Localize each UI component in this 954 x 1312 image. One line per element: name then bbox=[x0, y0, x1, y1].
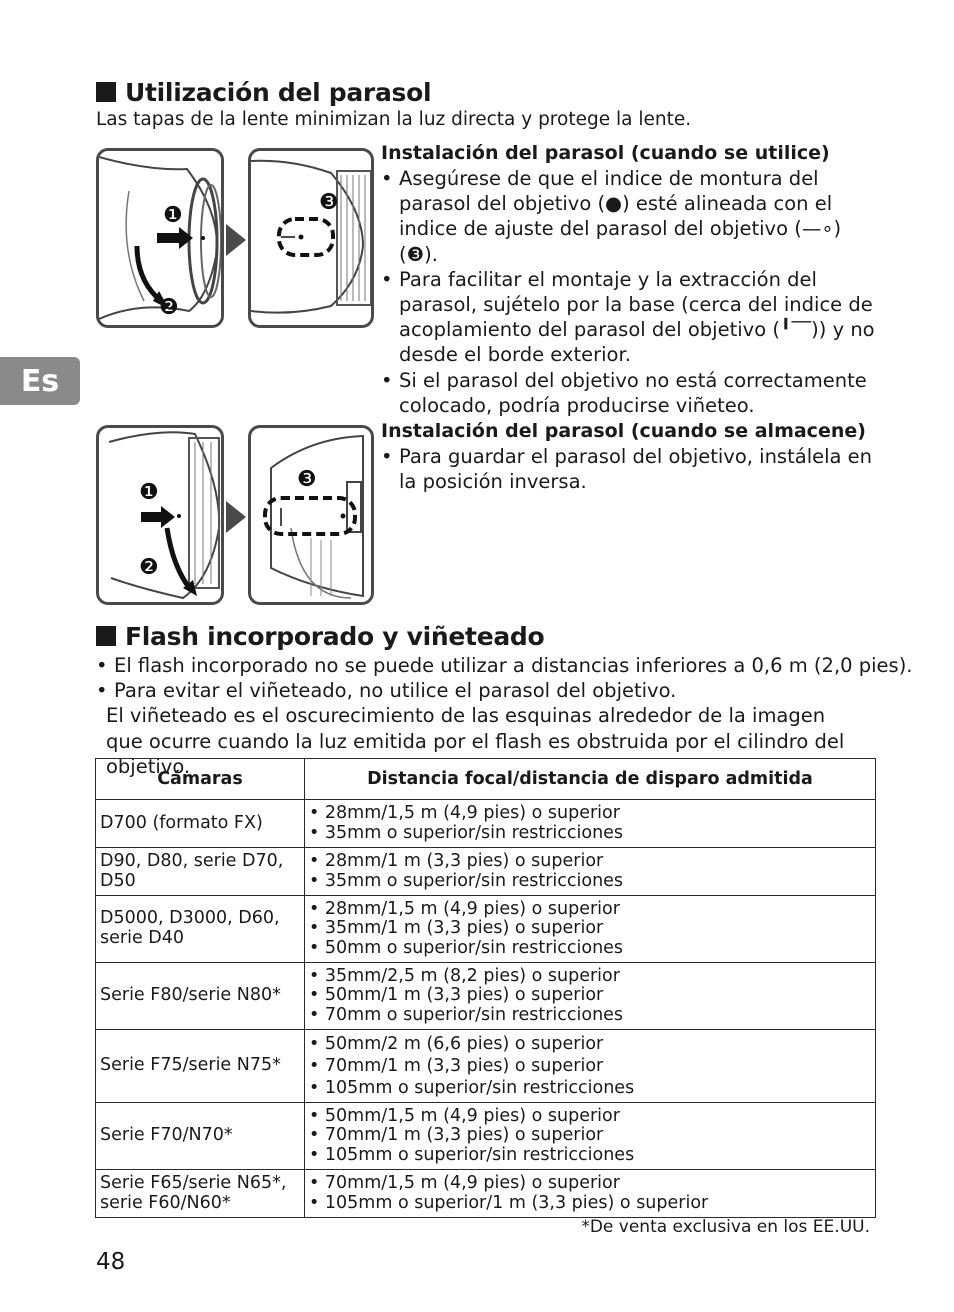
camera-cell: D90, D80, serie D70, D50 bbox=[96, 848, 305, 896]
step-3-label: ❸ bbox=[297, 467, 317, 492]
install-use-item: • Si el parasol del objetivo no está correctamente colocado, podría producirse viñeteo. bbox=[381, 368, 876, 418]
install-store-heading: Instalación del parasol (cuando se almacene) bbox=[381, 420, 866, 442]
camera-cell: D5000, D3000, D60, serie D40 bbox=[96, 896, 305, 963]
distance-cell bbox=[305, 1103, 876, 1170]
flash-note-item: • Para evitar el viñeteado, no utilice el parasol del objetivo. bbox=[96, 678, 886, 703]
hood-attach-drawing-2 bbox=[251, 151, 371, 325]
install-use-item: • Asegúrese de que el indice de montura del parasol del objetivo (●) esté alineada con el indice de ajuste del parasol del objetivo (—∘) (❸). bbox=[381, 166, 876, 267]
section-title-flash bbox=[96, 622, 544, 651]
distance-item: • 50mm/2 m (6,6 pies) o superior bbox=[309, 1034, 604, 1054]
install-store-item: • Para guardar el parasol del objetivo, instálela en la posición inversa. bbox=[381, 444, 876, 494]
step-1-label: ❶ bbox=[163, 203, 183, 228]
distance-item: • 70mm/1,5 m (4,9 pies) o superior bbox=[309, 1172, 620, 1193]
section-title-lens-hood bbox=[96, 78, 431, 107]
column-header-cameras: Cámaras bbox=[96, 759, 305, 800]
hood-attach-illustration-2 bbox=[248, 148, 374, 328]
vignetting-explanation: El viñeteado es el oscurecimiento de las esquinas alrededor de la imagen que ocurre cuando la luz emitida por el flash es obstruida por el cilindro del objetivo. bbox=[106, 704, 845, 778]
distance-cell bbox=[305, 896, 876, 963]
install-use-list bbox=[381, 166, 876, 418]
distance-item: • 70mm/1 m (3,3 pies) o superior bbox=[309, 1125, 604, 1146]
footnote: *De venta exclusiva en los EE.UU. bbox=[581, 1217, 870, 1237]
table-row bbox=[96, 1170, 876, 1218]
camera-cell: Serie F80/serie N80* bbox=[96, 963, 305, 1030]
table-row bbox=[96, 800, 876, 848]
hood-attach-drawing-1 bbox=[99, 151, 221, 325]
table-row bbox=[96, 848, 876, 896]
hood-store-illustration-1 bbox=[96, 425, 224, 605]
flash-compatibility-table bbox=[95, 758, 876, 1218]
distance-item: • 105mm o superior/sin restricciones bbox=[309, 1144, 635, 1165]
hood-store-illustration-2 bbox=[248, 425, 374, 605]
install-store-list bbox=[381, 444, 876, 494]
table-row bbox=[96, 896, 876, 963]
language-tab: Es bbox=[0, 357, 80, 405]
step-2-label: ❷ bbox=[159, 295, 179, 320]
distance-item: • 28mm/1,5 m (4,9 pies) o superior bbox=[309, 802, 620, 823]
distance-item: • 28mm/1 m (3,3 pies) o superior bbox=[309, 850, 604, 871]
distance-item: • 35mm/1 m (3,3 pies) o superior bbox=[309, 918, 604, 939]
distance-item: • 105mm o superior/1 m (3,3 pies) o superior bbox=[309, 1192, 709, 1213]
section-intro: Las tapas de la lente minimizan la luz directa y protege la lente. bbox=[96, 109, 692, 130]
flash-note-item: • El flash incorporado no se puede utilizar a distancias inferiores a 0,6 m (2,0 pies). bbox=[96, 653, 886, 678]
distance-item: • 35mm/2,5 m (8,2 pies) o superior bbox=[309, 965, 620, 986]
table-row bbox=[96, 1030, 876, 1103]
distance-item: • 50mm/1,5 m (4,9 pies) o superior bbox=[309, 1105, 620, 1126]
install-use-heading: Instalación del parasol (cuando se utilice) bbox=[381, 142, 830, 164]
camera-cell: Serie F70/N70* bbox=[96, 1103, 305, 1170]
distance-item: • 70mm o superior/sin restricciones bbox=[309, 1004, 624, 1025]
next-step-arrow-icon bbox=[226, 501, 246, 533]
table-row bbox=[96, 1103, 876, 1170]
distance-item: • 35mm o superior/sin restricciones bbox=[309, 822, 624, 843]
camera-cell: Serie F75/serie N75* bbox=[96, 1030, 305, 1103]
distance-cell bbox=[305, 1170, 876, 1218]
distance-item: • 70mm/1 m (3,3 pies) o superior bbox=[309, 1056, 604, 1076]
hood-store-drawing-1 bbox=[99, 428, 221, 602]
install-use-item: • Para facilitar el montaje y la extracción del parasol, sujételo por la base (cerca del indice de acoplamiento del parasol del objetivo (╹‾‾)) y no desde el borde exterior. bbox=[381, 267, 876, 368]
distance-item: • 50mm o superior/sin restricciones bbox=[309, 937, 624, 958]
next-step-arrow-icon bbox=[226, 224, 246, 256]
section-title-text: Utilización del parasol bbox=[125, 78, 432, 107]
table-header-row bbox=[96, 759, 876, 800]
table-row bbox=[96, 963, 876, 1030]
step-2-label: ❷ bbox=[139, 555, 159, 580]
distance-item: • 28mm/1,5 m (4,9 pies) o superior bbox=[309, 898, 620, 919]
square-bullet-icon bbox=[96, 82, 116, 102]
square-bullet-icon bbox=[96, 626, 116, 646]
page-number: 48 bbox=[96, 1249, 126, 1275]
camera-cell: D700 (formato FX) bbox=[96, 800, 305, 848]
column-header-focal-distance: Distancia focal/distancia de disparo admitida bbox=[305, 759, 876, 800]
distance-item: • 105mm o superior/sin restricciones bbox=[309, 1078, 635, 1098]
distance-item: • 35mm o superior/sin restricciones bbox=[309, 870, 624, 891]
distance-cell bbox=[305, 800, 876, 848]
section-title-text: Flash incorporado y viñeteado bbox=[125, 622, 545, 651]
step-3-label: ❸ bbox=[319, 190, 339, 215]
distance-cell bbox=[305, 1030, 876, 1103]
distance-item: • 50mm/1 m (3,3 pies) o superior bbox=[309, 985, 604, 1006]
distance-cell bbox=[305, 963, 876, 1030]
hood-attach-illustration-1 bbox=[96, 148, 224, 328]
step-1-label: ❶ bbox=[139, 480, 159, 505]
hood-store-drawing-2 bbox=[251, 428, 371, 602]
camera-cell: Serie F65/serie N65*, serie F60/N60* bbox=[96, 1170, 305, 1218]
distance-cell bbox=[305, 848, 876, 896]
